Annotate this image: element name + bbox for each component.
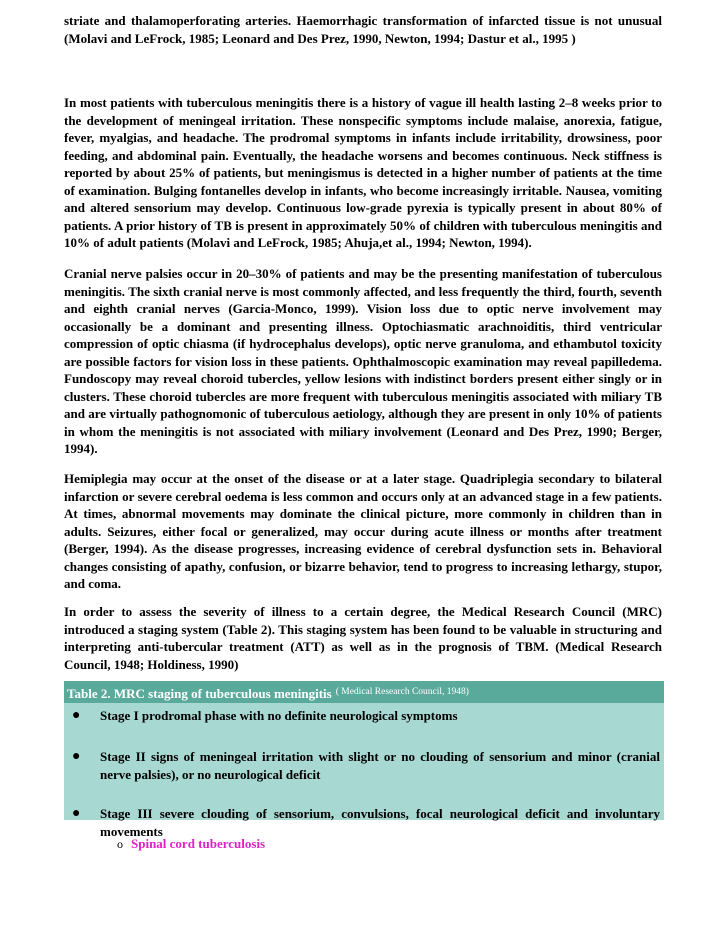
stage-text: Stage I prodromal phase with no definite neurological symptoms <box>100 708 458 723</box>
section-title: Spinal cord tuberculosis <box>131 836 266 851</box>
paragraph-hemiplegia: Hemiplegia may occur at the onset of the disease or at a later stage. Quadriplegia secondary to bilateral infarction or severe cerebral oedema is less common and occurs only at an advanced stage in a few patients. At times, abnormal movements may dominate the clinical picture, more commonly in children than in adults. Seizures, either focal or generalized, may occur during acute illness or months after treatment (Berger, 1994). As the disease progresses, increasing evidence of cerebral dysfunction sets in. Behavioral changes consisting of apathy, confusion, or bizarre behavior, tend to progress to increasing lethargy, stupor, and coma. <box>64 471 662 591</box>
bullet-icon: ● <box>72 806 81 821</box>
section-link-spinal-cord-tuberculosis[interactable] <box>117 835 265 853</box>
paragraph-mrc-staging: In order to assess the severity of illness to a certain degree, the Medical Research Council (MRC) introduced a staging system (Table 2). This staging system has been found to be valuable in structuring and interpreting anti-tubercular treatment (ATT) as well as in the prognosis of TBM. (Medical Research Council, 1948; Holdiness, 1990) <box>64 604 662 672</box>
bullet-icon: ● <box>72 749 81 764</box>
bullet-icon: ● <box>72 708 81 723</box>
table-title-bar <box>64 681 664 703</box>
table-title: Table 2. MRC staging of tuberculous meningitis <box>67 686 332 701</box>
table-citation: ( Medical Research Council, 1948) <box>335 687 469 697</box>
hollow-circle-bullet-icon: o <box>117 837 123 851</box>
stage-text: Stage III severe clouding of sensorium, convulsions, focal neurological deficit and involuntary movements <box>100 806 660 839</box>
paragraph-cranial-nerve-palsies: Cranial nerve palsies occur in 20–30% of patients and may be the presenting manifestation of tuberculous meningitis. The sixth cranial nerve is most commonly affected, and less frequently the third, fourth, seventh and eighth cranial nerves (Garcia-Monco, 1999). Vision loss due to optic nerve involvement may occasionally be a dominant and presenting illness. Optochiasmatic arachnoiditis, third ventricular compression of optic chiasma (if hydrocephalus develops), optic nerve granuloma, and ethambutol toxicity are possible factors for vision loss in these patients. Ophthalmoscopic examination may reveal papilledema. Fundoscopy may reveal choroid tubercles, yellow lesions with indistinct borders present either singly or in clusters. These choroid tubercles are more frequent with tuberculous meningitis associated with miliary TB and are virtually pathognomonic of tuberculous aetiology, although they are present in only 10% of patients in whom the meningitis is not associated with miliary involvement (Leonard and Des Prez, 1990; Berger, 1994). <box>64 266 662 456</box>
mrc-staging-table <box>64 681 664 839</box>
stage-text: Stage II signs of meningeal irritation with slight or no clouding of sensorium and minor (cranial nerve palsies), or no neurological deficit <box>100 749 660 782</box>
paragraph-prodromal-symptoms: In most patients with tuberculous meningitis there is a history of vague ill health lasting 2–8 weeks prior to the development of meningeal irritation. These nonspecific symptoms include malaise, anorexia, fatigue, fever, myalgias, and headache. The prodromal symptoms in infants include irritability, drowsiness, poor feeding, and abdominal pain. Eventually, the headache worsens and becomes continuous. Neck stiffness is reported by about 25% of patients, but meningismus is detected in a higher number of patients at the time of examination. Bulging fontanelles develop in infants, who become increasingly irritable. Nausea, vomiting and altered sensorium may develop. Continuous low-grade pyrexia is typically present in about 80% of patients. A prior history of TB is present in approximately 50% of children with tuberculous meningitis and 10% of adult patients (Molavi and LeFrock, 1985; Ahuja,et al., 1994; Newton, 1994). <box>64 95 662 250</box>
paragraph-infarction: striate and thalamoperforating arteries. Haemorrhagic transformation of infarcted tissue is not unusual (Molavi and LeFrock, 1985; Leonard and Des Prez, 1990, Newton, 1994; Dastur et al., 1995 ) <box>64 13 662 46</box>
